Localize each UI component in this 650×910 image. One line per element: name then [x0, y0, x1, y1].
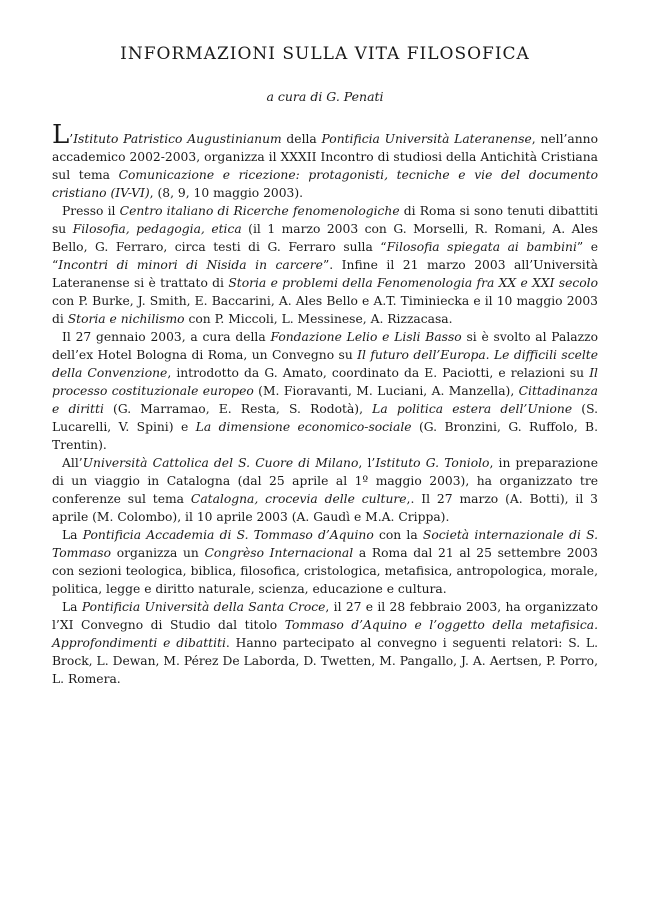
text-segment: . Hanno partecipato al convegno i seguenti relatori: S. L. Brock, L. Dewan, M. Pérez De Laborda, D. Twetten, M. Pangallo, J. A. Aertsen, P. Porro, L. Romera.: [52, 636, 598, 686]
paragraph: [52, 328, 598, 454]
italic-text: Società internazionale di S. Tommaso: [52, 528, 599, 560]
drop-cap: L: [52, 120, 70, 150]
italic-text: La politica estera dell’Unione: [372, 402, 573, 416]
italic-text: Filosofia, pedagogia, etica: [72, 222, 242, 236]
text-segment: (S. Lucarelli, V. Spini) e: [52, 402, 598, 434]
text-segment: , l’: [358, 456, 376, 470]
text-segment: con P. Miccoli, L. Messinese, A. Rizzacasa.: [184, 312, 453, 326]
italic-text: Catalogna, crocevia delle culture: [190, 492, 407, 506]
paragraph: [52, 120, 598, 202]
page: [52, 44, 598, 688]
paragraph: [52, 598, 598, 688]
italic-text: Cittadinanza e diritti: [52, 384, 598, 416]
text-segment: con P. Burke, J. Smith, E. Baccarini, A. Ales Bello e A.T. Timiniecka e il 10 maggio 2003 di: [52, 294, 598, 326]
italic-text: Comunicazione e ricezione: protagonisti, tecniche e vie del documento cristiano (IV-VI): [52, 168, 598, 200]
italic-text: Filosofia spiegata ai bambini: [386, 240, 577, 254]
italic-text: Pontificia Università Lateranense: [321, 132, 532, 146]
italic-text: Incontri di minori di Nisida in carcere: [58, 258, 323, 272]
text-segment: All’: [62, 456, 83, 470]
article-body: [52, 120, 599, 688]
text-segment: (G. Marramao, E. Resta, S. Rodotà),: [103, 402, 373, 416]
italic-text: Pontificia Università della Santa Croce: [81, 600, 326, 614]
italic-text: Pontificia Accademia di S. Tommaso d’Aquino: [82, 528, 374, 542]
text-segment: ,. Il 27 marzo (A. Botti), il 3 aprile (M. Colombo), il 10 aprile 2003 (A. Gaudì e M.A. Crippa).: [52, 492, 598, 524]
page-title: INFORMAZIONI SULLA VITA FILOSOFICA: [120, 44, 530, 64]
paragraph: [52, 526, 598, 598]
italic-text: Storia e problemi della Fenomenologia fra XX e XXI secolo: [228, 276, 598, 290]
italic-text: Istituto Patristico Augustinianum: [73, 132, 282, 146]
italic-text: Il processo costituzionale europeo: [52, 366, 598, 398]
italic-text: Il futuro dell’Europa. Le difficili scelte della Convenzione: [52, 348, 599, 380]
text-segment: , in preparazione di un viaggio in Catalogna (dal 25 aprile al 1º maggio 2003), ha organizzato tre conferenze sul tema: [52, 456, 598, 506]
paragraph: [52, 454, 598, 526]
text-segment: , il 27 e il 28 febbraio 2003, ha organizzato l’XI Convegno di Studio dal titolo: [52, 600, 599, 632]
text-segment: ” e “: [52, 240, 598, 272]
text-segment: Il 27 gennaio 2003, a cura della: [62, 330, 271, 344]
text-segment: ’: [69, 132, 74, 146]
italic-text: La dimensione economico-sociale: [195, 420, 412, 434]
text-segment: di Roma si sono tenuti dibattiti su: [52, 204, 599, 236]
paragraph: [52, 202, 598, 328]
text-segment: , introdotto da G. Amato, coordinato da E. Paciotti, e relazioni su: [167, 366, 590, 380]
italic-text: Centro italiano di Ricerche fenomenologiche: [119, 204, 400, 218]
text-segment: organizza un: [111, 546, 205, 560]
italic-text: Tommaso d’Aquino e l’oggetto della metafisica. Approfondimenti e dibattiti: [52, 618, 598, 650]
text-segment: a Roma dal 21 al 25 settembre 2003 con sezioni teologica, biblica, filosofica, cristologica, metafisica, antropologica, morale, politica, legge e diritto naturale, scienza, educazione e cultura.: [52, 546, 598, 596]
text-segment: La: [62, 600, 82, 614]
text-segment: La: [62, 528, 83, 542]
text-segment: , (8, 9, 10 maggio 2003).: [149, 186, 304, 200]
text-segment: con la: [373, 528, 423, 542]
italic-text: Istituto G. Toniolo: [375, 456, 490, 470]
text-segment: ”. Infine il 21 marzo 2003 all’Università Lateranense si è trattato di: [52, 258, 598, 290]
editor-credit: a cura di G. Penati: [266, 89, 384, 104]
text-segment: (M. Fioravanti, M. Luciani, A. Manzella),: [253, 384, 519, 398]
text-segment: Presso il: [62, 204, 120, 218]
text-segment: (il 1 marzo 2003 con G. Morselli, R. Romani, A. Ales Bello, G. Ferraro, circa testi di G. Ferraro sulla “: [52, 222, 598, 254]
text-segment: (G. Bronzini, G. Ruffolo, B. Trentin).: [52, 420, 598, 452]
text-segment: si è svolto al Palazzo dell’ex Hotel Bologna di Roma, un Convegno su: [52, 330, 598, 362]
italic-text: Storia e nichilismo: [67, 312, 185, 326]
text-segment: , nell’anno accademico 2002-2003, organizza il XXXII Incontro di studiosi della Antichità Cristiana sul tema: [52, 132, 598, 182]
italic-text: Congrèso Internacional: [204, 546, 354, 560]
italic-text: Fondazione Lelio e Lisli Basso: [270, 330, 462, 344]
italic-text: Università Cattolica del S. Cuore di Milano: [82, 456, 359, 470]
text-segment: della: [281, 132, 322, 146]
